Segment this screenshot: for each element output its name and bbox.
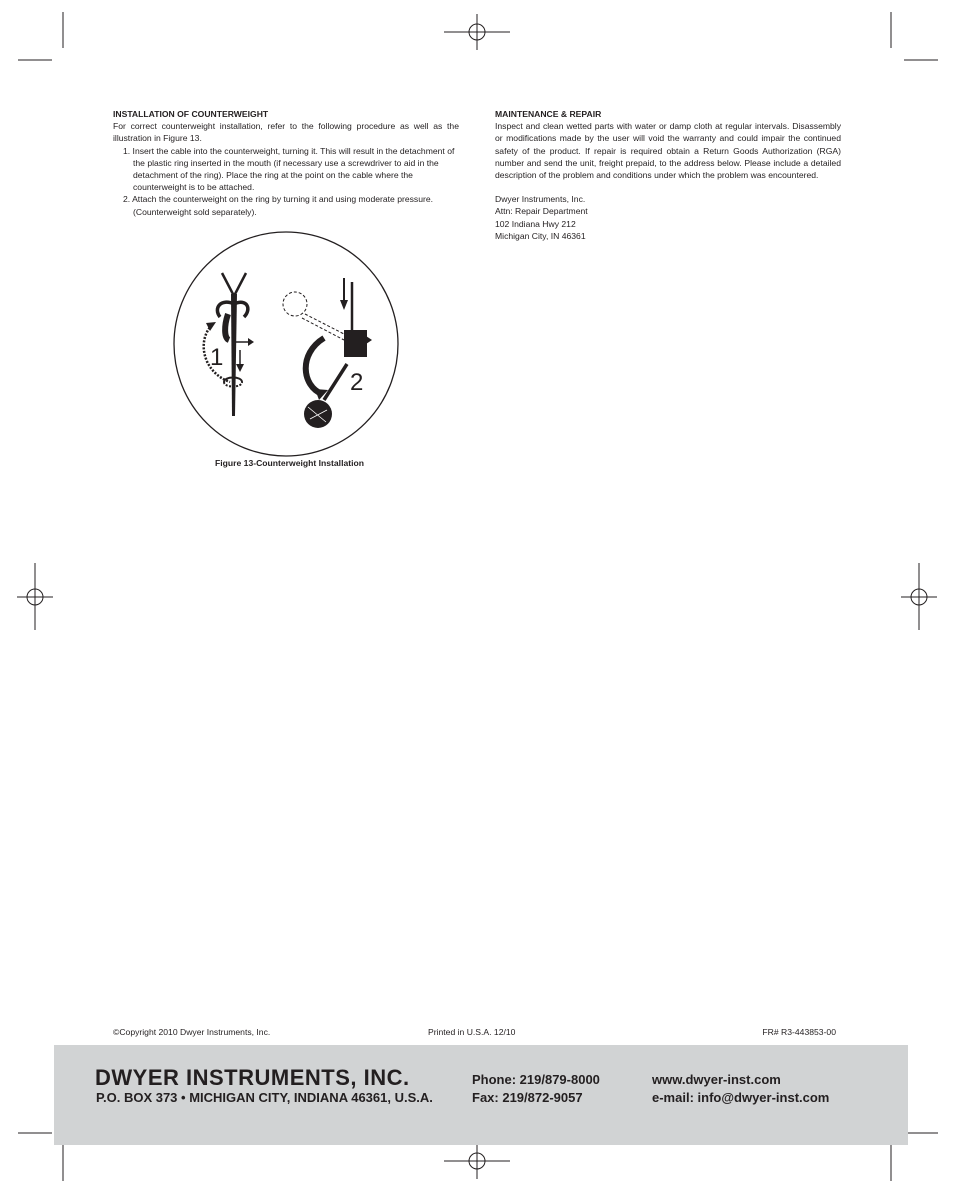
installation-intro: For correct counterweight installation, refer to the following procedure as well as the illustration in Figure 13. <box>113 121 459 144</box>
step2-label: 2 <box>350 369 364 396</box>
counterweight-block <box>344 330 367 357</box>
address-line-street: 102 Indiana Hwy 212 <box>495 218 576 229</box>
email-link[interactable]: e-mail: info@dwyer-inst.com <box>652 1090 830 1105</box>
fax-number: Fax: 219/872-9057 <box>472 1090 583 1105</box>
registration-mark-left <box>17 563 53 630</box>
maintenance-section <box>495 108 841 242</box>
registration-mark-right <box>901 563 937 630</box>
maintenance-body: Inspect and clean wetted parts with water or damp cloth at regular intervals. Disassembly or modifications made by the user will void the warranty and could impair the continued safety of the product. If repair is required obtain a Return Goods Authorization (RGA) number and send the unit, freight prepaid, to the address below. Please include a detailed description of the problem and conditions under which the problem was encountered. <box>495 121 841 181</box>
figure-caption: Figure 13-Counterweight Installation <box>215 458 364 468</box>
form-number: FR# R3-443853-00 <box>762 1027 836 1037</box>
registration-mark-top <box>444 14 510 50</box>
counterweight-installation-figure <box>172 230 400 458</box>
counterweight-ball <box>304 400 332 428</box>
registration-mark-bottom <box>444 1143 510 1179</box>
installation-section <box>113 108 459 218</box>
copyright-text: ©Copyright 2010 Dwyer Instruments, Inc. <box>113 1027 271 1037</box>
address-line-city: Michigan City, IN 46361 <box>495 230 586 241</box>
company-banner <box>54 1045 908 1145</box>
maintenance-heading: MAINTENANCE & REPAIR <box>495 109 602 119</box>
printed-text: Printed in U.S.A. 12/10 <box>428 1027 516 1037</box>
installation-step-2: 2. Attach the counterweight on the ring by turning it and using moderate pressure. (Counterweight sold separately). <box>123 194 434 217</box>
company-name: DWYER INSTRUMENTS, INC. <box>95 1065 410 1090</box>
installation-step-1: 1. Insert the cable into the counterweight, turning it. This will result in the detachment of the plastic ring inserted in the mouth (if necessary use a screwdriver to aid in the detachment of the ring). Place the ring at the point on the cable where the counterweight is to be attached. <box>123 145 455 193</box>
address-line-company: Dwyer Instruments, Inc. <box>495 194 586 205</box>
po-box-address: P.O. BOX 373 • MICHIGAN CITY, INDIANA 46361, U.S.A. <box>96 1090 433 1105</box>
step1-label: 1 <box>210 344 224 371</box>
website-link[interactable]: www.dwyer-inst.com <box>652 1072 781 1087</box>
address-line-attn: Attn: Repair Department <box>495 206 588 217</box>
repair-address <box>495 193 841 242</box>
phone-number: Phone: 219/879-8000 <box>472 1072 600 1087</box>
installation-heading: INSTALLATION OF COUNTERWEIGHT <box>113 109 269 119</box>
